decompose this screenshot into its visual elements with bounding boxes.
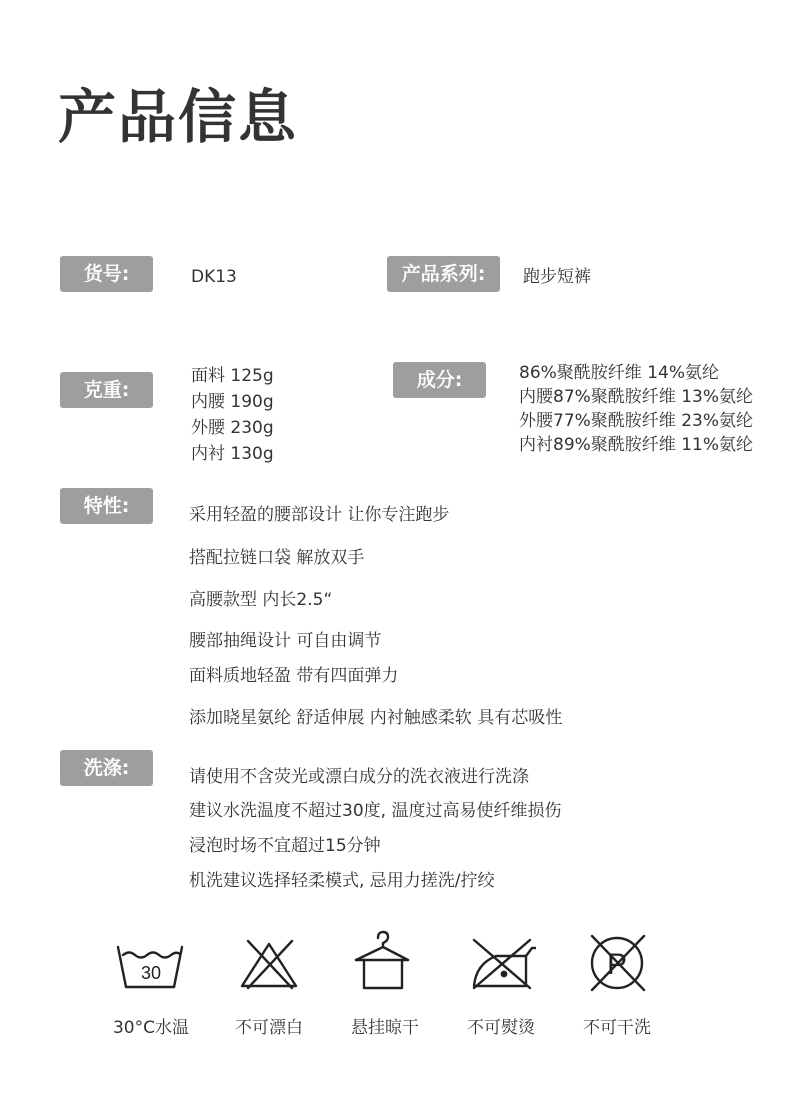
washing-line: 请使用不含荧光或漂白成分的洗衣液进行洗涤: [189, 767, 529, 787]
composition-line: 内腰87%聚酰胺纤维 13%氨纶: [519, 387, 753, 407]
hang-dry-label: 悬挂晾干: [351, 1018, 419, 1038]
washing-line: 机洗建议选择轻柔模式, 忌用力搓洗/拧绞: [189, 871, 495, 891]
feature-line: 高腰款型 内长2.5“: [189, 590, 333, 610]
hang-dry-icon: [352, 930, 412, 990]
no-bleach-label: 不可漂白: [235, 1018, 303, 1038]
no-dry-clean-label: 不可干洗: [583, 1018, 651, 1038]
composition-tag: 成分:: [393, 362, 486, 398]
item-no-value: DK13: [191, 267, 237, 287]
no-bleach-icon: [236, 938, 302, 990]
series-tag: 产品系列:: [387, 256, 500, 292]
weight-line: 面料 125g: [191, 366, 274, 386]
composition-line: 86%聚酰胺纤维 14%氨纶: [519, 363, 719, 383]
feature-line: 腰部抽绳设计 可自由调节: [189, 631, 382, 651]
feature-line: 搭配拉链口袋 解放双手: [189, 548, 365, 568]
no-dry-clean-icon: [586, 934, 650, 992]
composition-list: [519, 361, 753, 457]
features-tag: 特性:: [60, 488, 153, 524]
feature-line: 采用轻盈的腰部设计 让你专注跑步: [189, 505, 450, 525]
no-iron-icon: [468, 936, 536, 990]
washing-line: 浸泡时场不宜超过15分钟: [189, 836, 381, 856]
weight-line: 内衬 130g: [191, 444, 274, 464]
washing-tag: 洗涤:: [60, 750, 153, 786]
weight-tag: 克重:: [60, 372, 153, 408]
weight-list: [191, 363, 274, 467]
item-no-tag: 货号:: [60, 256, 153, 292]
wash-temp-number: 30: [140, 963, 162, 983]
weight-line: 内腰 190g: [191, 392, 274, 412]
feature-line: 面料质地轻盈 带有四面弹力: [189, 666, 399, 686]
page-title: 产品信息: [58, 83, 299, 151]
wash-30-icon: [116, 943, 184, 989]
series-value: 跑步短裤: [523, 267, 591, 287]
weight-line: 外腰 230g: [191, 418, 274, 438]
composition-line: 外腰77%聚酰胺纤维 23%氨纶: [519, 411, 753, 431]
wash-30-label: 30°C水温: [112, 1018, 189, 1038]
feature-line: 添加晓星氨纶 舒适伸展 内衬触感柔软 具有芯吸性: [189, 708, 563, 728]
composition-line: 内衬89%聚酰胺纤维 11%氨纶: [519, 435, 753, 455]
washing-line: 建议水洗温度不超过30度, 温度过高易使纤维损伤: [189, 801, 562, 821]
dry-clean-letter: P: [606, 948, 628, 981]
no-iron-label: 不可熨烫: [467, 1018, 535, 1038]
